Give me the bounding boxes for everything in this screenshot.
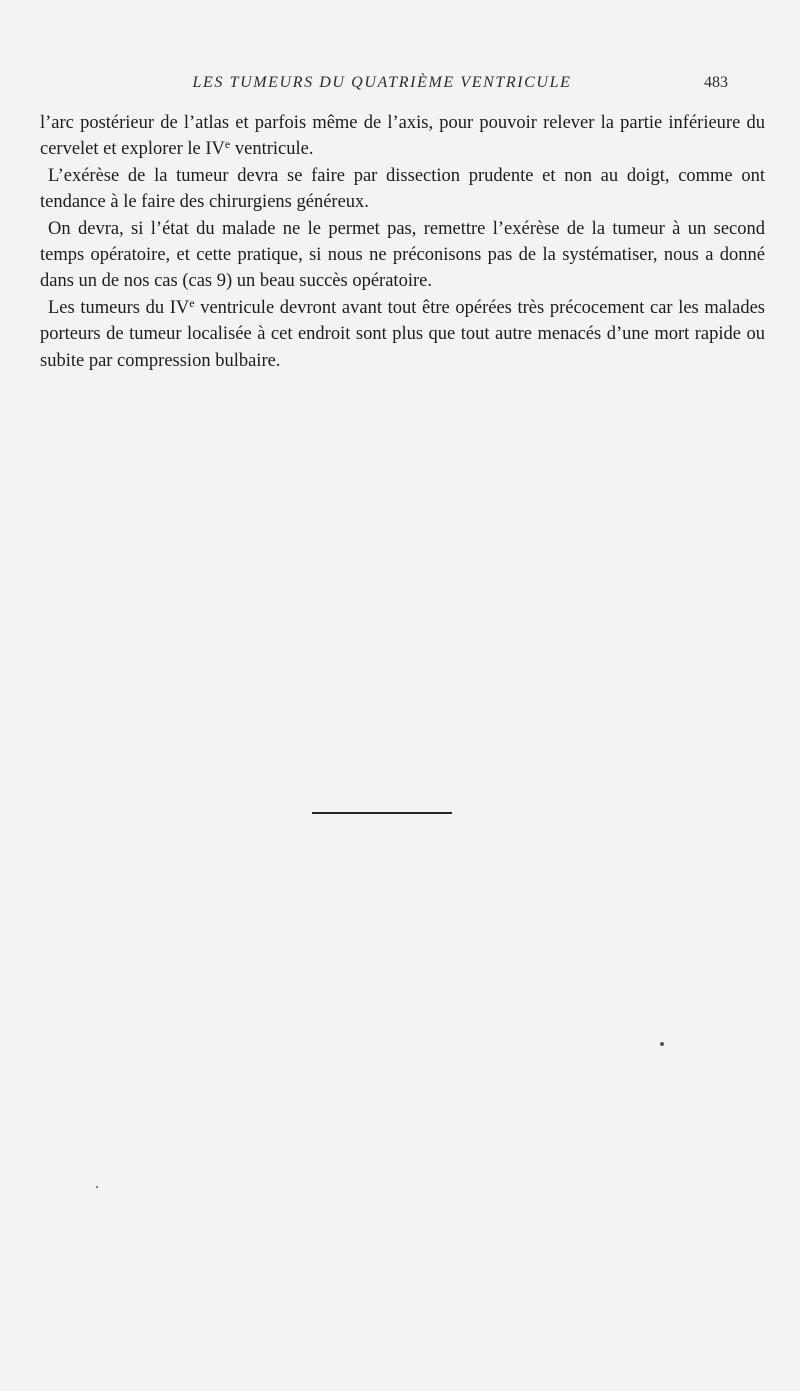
paragraph-3-text: On devra, si l’état du malade ne le permet pas, remettre l’exérèse de la tumeur à un second temps opératoire, et cette pratique, si nous ne préconisons pas de la systématiser, nous a donné dans un de nos cas (cas 9) un beau succès opératoire. (40, 218, 765, 292)
paragraph-4 (40, 295, 765, 374)
print-speck (660, 1042, 664, 1046)
paragraph-2-text: L’exérèse de la tumeur devra se faire par dissection prudente et non au doigt, comme ont tendance à le faire des chirurgiens généreux. (40, 165, 765, 213)
paragraph-2 (40, 163, 765, 216)
paragraph-1-text-b: ventricule. (230, 139, 314, 160)
running-title: LES TUMEURS DU QUATRIÈME VENTRICULE (192, 74, 572, 91)
section-end-rule (312, 812, 452, 814)
paragraph-1-superscript: e (224, 137, 231, 152)
print-speck (96, 1186, 98, 1188)
paragraph-4-text-a: Les tumeurs du IV (48, 297, 190, 318)
paragraph-4-superscript: e (189, 295, 195, 310)
paragraph-1 (40, 110, 765, 163)
paragraph-3 (40, 216, 765, 295)
paragraph-4-text-b: ventricule devront avant tout être opérées très précocement car les malades porteurs de tumeur localisée à cet endroit sont plus que tout autre menacés d’une mort rapide ou subite par compression bulbaire. (40, 297, 765, 371)
paragraph-1-text-a: l’arc postérieur de l’atlas et parfois même de l’axis, pour pouvoir relever la partie inférieure du cervelet et explorer le IV (40, 113, 765, 160)
body-text (40, 110, 765, 374)
page-number: 483 (704, 74, 728, 91)
